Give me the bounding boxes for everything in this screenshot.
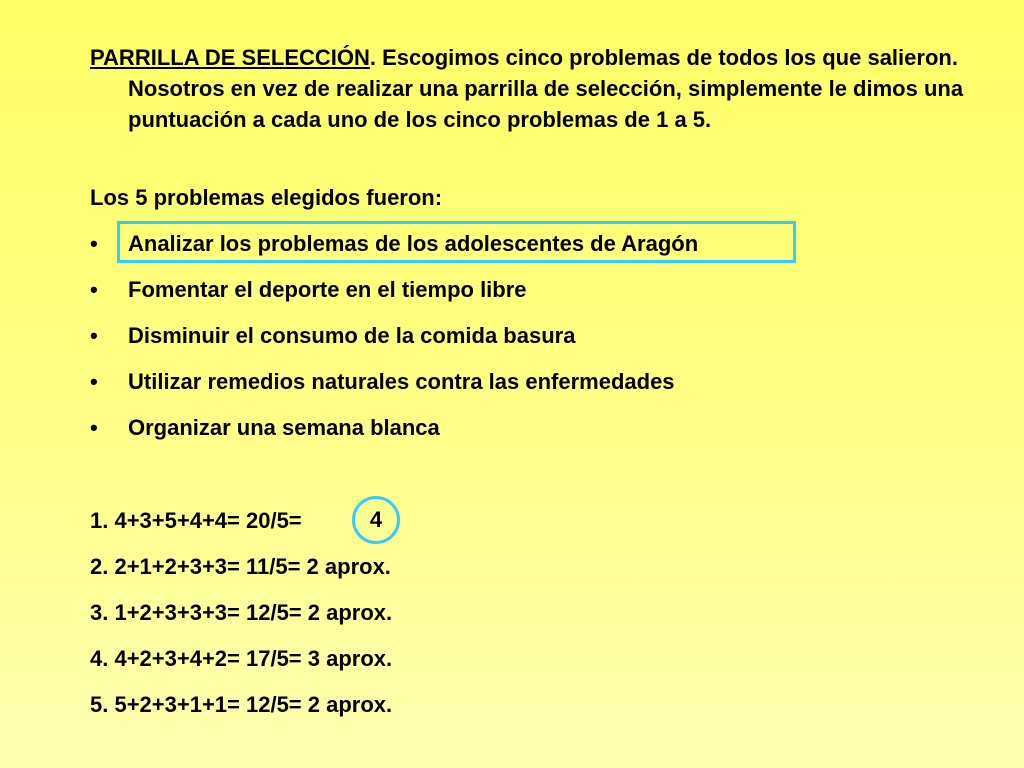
bullet-icon: • — [90, 415, 98, 440]
bullet-icon: • — [90, 323, 98, 348]
problem-text: Analizar los problemas de los adolescentes de Aragón — [128, 231, 699, 256]
chosen-problems-heading: Los 5 problemas elegidos fueron: — [90, 185, 443, 210]
problem-text: Organizar una semana blanca — [128, 415, 440, 440]
intro-paragraph — [90, 42, 1008, 135]
calculation-row: 4. 4+2+3+4+2= 17/5= 3 aprox. — [90, 646, 393, 671]
intro-heading: PARRILLA DE SELECCIÓN — [90, 45, 370, 70]
problem-text: Disminuir el consumo de la comida basura — [128, 323, 576, 348]
intro-text: . Escogimos cinco problemas de todos los que salieron. Nosotros en vez de realizar una parrilla de selección, simplemente le dimos una puntuación a cada uno de los cinco problemas de 1 a 5. — [128, 45, 964, 132]
bullet-icon: • — [90, 231, 98, 256]
bullet-icon: • — [90, 369, 98, 394]
problem-text: Utilizar remedios naturales contra las enfermedades — [128, 369, 675, 394]
calculation-row: 2. 2+1+2+3+3= 11/5= 2 aprox. — [90, 554, 391, 579]
circled-result: 4 — [352, 496, 400, 544]
problem-text: Fomentar el deporte en el tiempo libre — [128, 277, 527, 302]
calculation-row: 1. 4+3+5+4+4= 20/5= — [90, 508, 302, 533]
bullet-icon: • — [90, 277, 98, 302]
score-calculations — [90, 505, 392, 735]
calculation-row: 5. 5+2+3+1+1= 12/5= 2 aprox. — [90, 692, 393, 717]
calculation-row: 3. 1+2+3+3+3= 12/5= 2 aprox. — [90, 600, 393, 625]
